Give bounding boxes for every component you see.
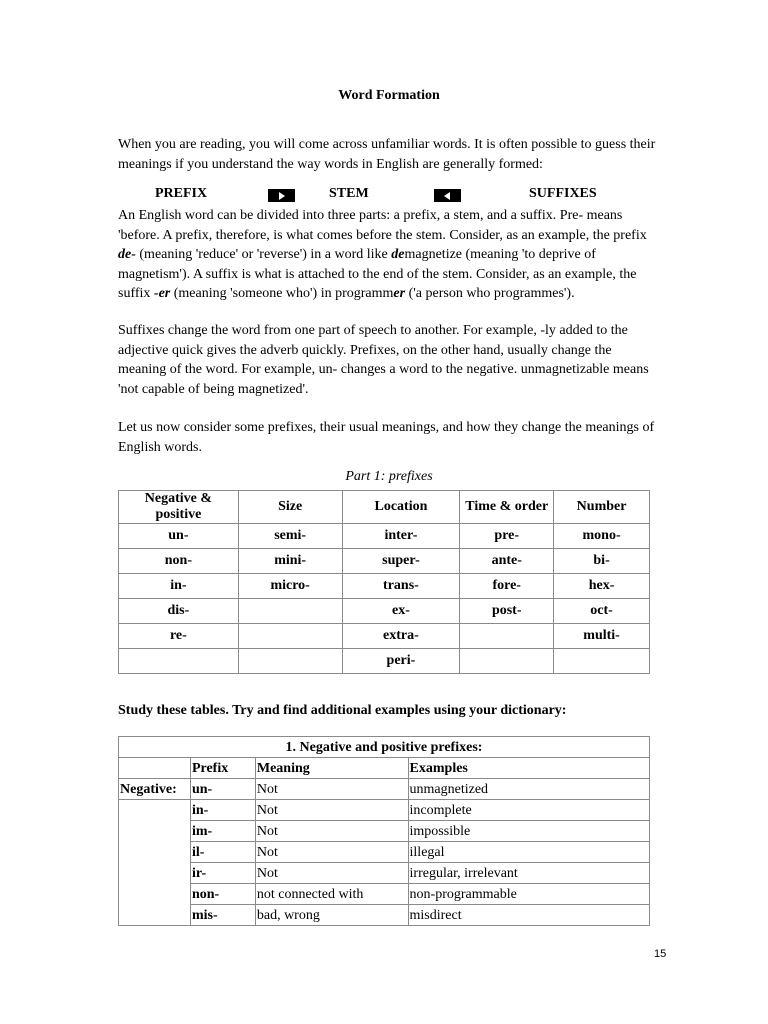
table-cell: extra- <box>342 624 460 649</box>
word-parts-row <box>118 186 660 206</box>
suffixes-paragraph: Suffixes change the word from one part of speech to another. For example, -ly added to the adjective quick gives the adverb quickly. Prefixes, on the other hand, usually change the meaning of the word. For example, un- changes a word to the negative. unmagnetizable means 'not capable of being magnetized'. <box>118 323 649 397</box>
para2-text-2: (meaning 'reduce' or 'reverse') in a word like <box>135 247 392 262</box>
group-cell-empty <box>119 884 191 905</box>
para2-emphasis-3: -er <box>153 286 171 301</box>
table-row <box>119 549 650 574</box>
table-row <box>119 524 650 549</box>
table-row <box>119 624 650 649</box>
table-row <box>119 574 650 599</box>
table-cell: super- <box>342 549 460 574</box>
parts-explanation-paragraph <box>118 206 660 304</box>
table-cell: fore- <box>460 574 554 599</box>
table-header-cell: Prefix <box>190 758 255 779</box>
table-header-cell: Meaning <box>255 758 408 779</box>
table-header-cell: Time & order <box>460 491 554 524</box>
table-header-cell: Negative & positive <box>119 491 239 524</box>
meaning-cell: Not <box>255 842 408 863</box>
table-row <box>119 842 650 863</box>
para2-emphasis-2: de <box>391 247 405 262</box>
arrow-left-icon <box>434 189 461 202</box>
meaning-cell: Not <box>255 800 408 821</box>
para2-text-3: magnetize (meaning 'to deprive of magnetism'). A suffix is what is attached to the end of the stem. Consider, as an example, the suffix <box>118 247 637 301</box>
table-cell: dis- <box>119 599 239 624</box>
table-cell <box>460 649 554 674</box>
table-cell: post- <box>460 599 554 624</box>
table-header-cell: Number <box>554 491 650 524</box>
table-cell: trans- <box>342 574 460 599</box>
prefix-cell: im- <box>190 821 255 842</box>
example-cell: irregular, irrelevant <box>408 863 649 884</box>
study-instruction: Study these tables. Try and find additional examples using your dictionary: <box>118 703 567 718</box>
table-cell <box>119 649 239 674</box>
prefix-categories-table <box>118 490 650 674</box>
example-cell: non-programmable <box>408 884 649 905</box>
table-row <box>119 800 650 821</box>
para2-text-4: (meaning 'someone who') in programm <box>170 286 394 301</box>
part1-caption: Part 1: prefixes <box>345 469 433 484</box>
table-cell: mono- <box>554 524 650 549</box>
example-cell: misdirect <box>408 905 649 926</box>
para2-emphasis-4: er <box>393 286 406 301</box>
table-cell: non- <box>119 549 239 574</box>
table-cell <box>238 599 342 624</box>
example-cell: unmagnetized <box>408 779 649 800</box>
table-row <box>119 599 650 624</box>
prefix-cell: mis- <box>190 905 255 926</box>
table-cell: peri- <box>342 649 460 674</box>
meaning-cell: not connected with <box>255 884 408 905</box>
table-cell: oct- <box>554 599 650 624</box>
table-cell: bi- <box>554 549 650 574</box>
prefix-cell: il- <box>190 842 255 863</box>
para2-emphasis-1: de- <box>118 247 136 262</box>
table-cell <box>460 624 554 649</box>
table-cell: hex- <box>554 574 650 599</box>
table-row <box>119 779 650 800</box>
prefix-cell: non- <box>190 884 255 905</box>
example-cell: incomplete <box>408 800 649 821</box>
table-header-row <box>119 491 650 524</box>
page-number: 15 <box>654 948 667 960</box>
group-cell-empty <box>119 842 191 863</box>
table-cell: un- <box>119 524 239 549</box>
meaning-cell: Not <box>255 863 408 884</box>
negative-positive-prefixes-table <box>118 736 650 926</box>
table-cell: re- <box>119 624 239 649</box>
table-header-row <box>119 758 650 779</box>
meaning-cell: Not <box>255 779 408 800</box>
table-header-cell <box>119 758 191 779</box>
table-title: 1. Negative and positive prefixes: <box>119 737 650 758</box>
table-header-cell: Location <box>342 491 460 524</box>
table-cell: pre- <box>460 524 554 549</box>
table-cell: mini- <box>238 549 342 574</box>
prefix-cell: ir- <box>190 863 255 884</box>
table-cell: multi- <box>554 624 650 649</box>
table-row <box>119 884 650 905</box>
table-header-cell: Examples <box>408 758 649 779</box>
table-row <box>119 905 650 926</box>
table-cell: in- <box>119 574 239 599</box>
group-label: Negative: <box>119 779 191 800</box>
table-cell: semi- <box>238 524 342 549</box>
suffixes-label: SUFFIXES <box>529 186 597 201</box>
meaning-cell: bad, wrong <box>255 905 408 926</box>
table-cell: inter- <box>342 524 460 549</box>
example-cell: impossible <box>408 821 649 842</box>
table-cell <box>238 649 342 674</box>
group-cell-empty <box>119 863 191 884</box>
table-row <box>119 649 650 674</box>
intro-paragraph: When you are reading, you will come across unfamiliar words. It is often possible to guess their meanings if you understand the way words in English are generally formed: <box>118 137 656 172</box>
document-title: Word Formation <box>338 88 440 103</box>
table-cell: micro- <box>238 574 342 599</box>
group-cell-empty <box>119 905 191 926</box>
meaning-cell: Not <box>255 821 408 842</box>
table-title-row <box>119 737 650 758</box>
table-cell: ex- <box>342 599 460 624</box>
prefixes-intro-paragraph: Let us now consider some prefixes, their usual meanings, and how they change the meanings of English words. <box>118 420 655 455</box>
table-row <box>119 821 650 842</box>
arrow-right-icon <box>268 189 295 202</box>
table-cell: ante- <box>460 549 554 574</box>
para2-text-5: ('a person who programmes'). <box>405 286 575 301</box>
table-cell <box>554 649 650 674</box>
stem-label: STEM <box>329 186 369 201</box>
para2-text-1: An English word can be divided into three parts: a prefix, a stem, and a suffix. Pre- means 'before. A prefix, therefore, is what comes before the stem. Consider, as an example, the prefix <box>118 208 647 243</box>
table-row <box>119 863 650 884</box>
table-header-cell: Size <box>238 491 342 524</box>
prefix-cell: in- <box>190 800 255 821</box>
table-cell <box>238 624 342 649</box>
group-cell-empty <box>119 800 191 821</box>
prefix-label: PREFIX <box>155 186 208 201</box>
prefix-cell: un- <box>190 779 255 800</box>
group-cell-empty <box>119 821 191 842</box>
example-cell: illegal <box>408 842 649 863</box>
